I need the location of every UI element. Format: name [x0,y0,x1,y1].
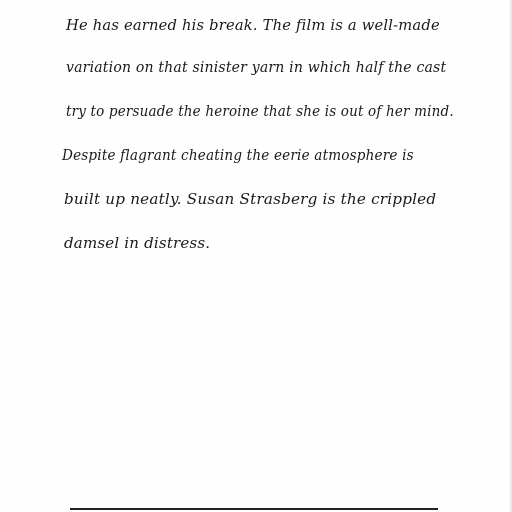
bottom-rule-line [70,508,438,510]
text-line-1: He has earned his break. The film is a well-made [66,16,440,34]
text-line-3: try to persuade the heroine that she is out of her mind. [66,102,454,120]
text-line-5: built up neatly. Susan Strasberg is the crippled [64,190,437,208]
text-line-6: damsel in distress. [64,234,211,252]
text-line-2: variation on that sinister yarn in which half the cast [66,58,447,76]
text-line-4: Despite flagrant cheating the eerie atmosphere is [62,146,414,164]
